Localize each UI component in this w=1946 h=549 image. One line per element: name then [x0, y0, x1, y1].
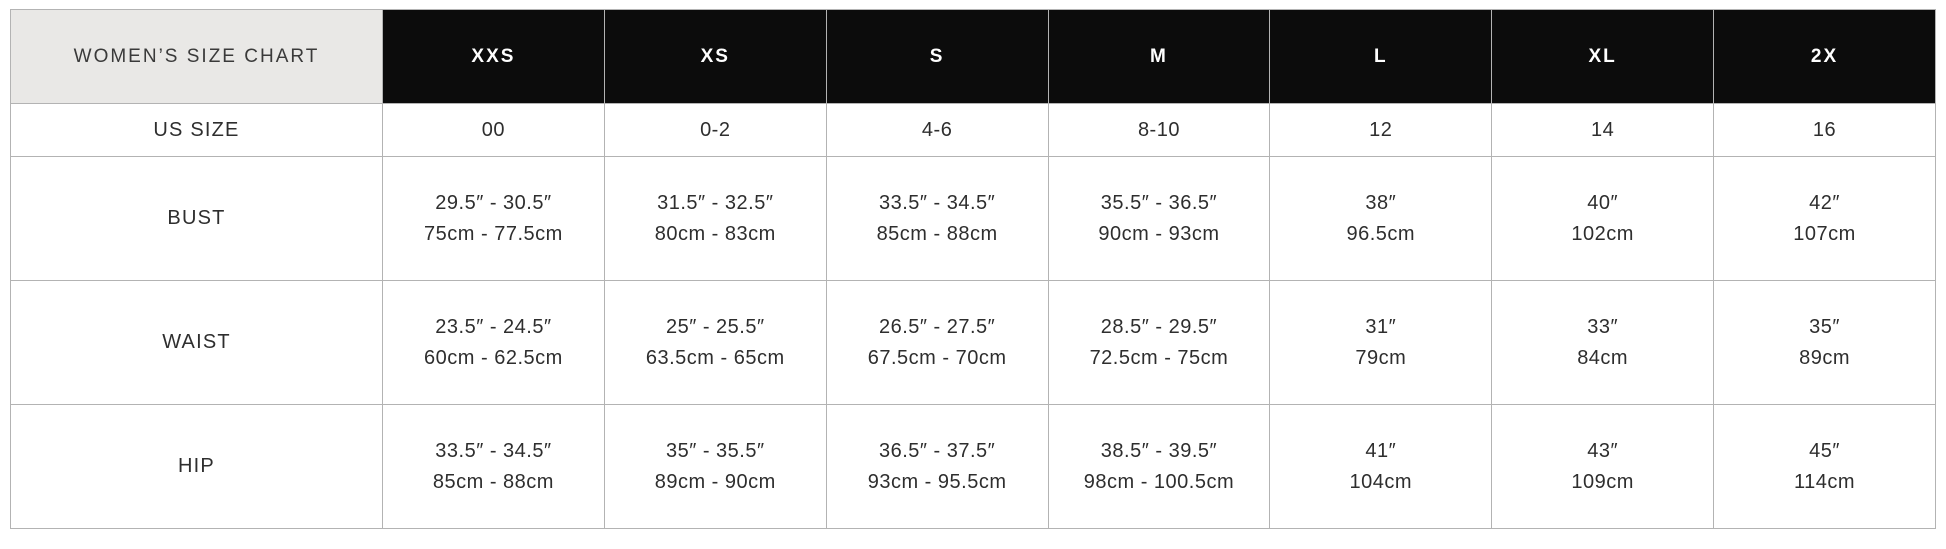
measurement-inches: 35.5″ - 36.5″ [1100, 191, 1218, 214]
womens-size-chart-table [10, 9, 1936, 529]
bust-row [11, 157, 1936, 281]
measurement-cm: 72.5cm - 75cm [1089, 346, 1229, 369]
measurement-inches: 35″ - 35.5″ [665, 439, 765, 462]
us-size-l [1270, 104, 1492, 157]
measurement-inches: 38.5″ - 39.5″ [1100, 439, 1218, 462]
us-size-row [11, 104, 1936, 157]
measurement-inches: 40″ [1587, 191, 1619, 214]
measurement-cm: 84cm [1577, 346, 1629, 369]
hip-xxs [383, 405, 605, 529]
size-header-l: L [1270, 10, 1492, 104]
measurement-cm: 104cm [1349, 470, 1413, 493]
measurement-cm: 109cm [1571, 470, 1634, 493]
measurement-inches: 33″ [1587, 315, 1619, 338]
measurement-cm: 114cm [1794, 470, 1856, 493]
measurement-cm: 98cm - 100.5cm [1083, 470, 1235, 493]
chart-title: WOMEN’S SIZE CHART [11, 10, 383, 104]
measurement-cm: 67.5cm - 70cm [867, 346, 1007, 369]
measurement-cm: 63.5cm - 65cm [645, 346, 785, 369]
hip-row-label: HIP [11, 405, 383, 529]
waist-xxs [383, 281, 605, 405]
bust-xl [1492, 157, 1714, 281]
bust-2x [1714, 157, 1936, 281]
measurement-inches: 33.5″ - 34.5″ [435, 439, 552, 462]
measurement-inches: 31″ [1365, 315, 1397, 338]
measurement-cm: 75cm - 77.5cm [424, 222, 563, 245]
bust-xs [604, 157, 826, 281]
waist-2x [1714, 281, 1936, 405]
us-size-xxs [383, 104, 605, 157]
bust-l [1270, 157, 1492, 281]
measurement-cm: 90cm - 93cm [1098, 222, 1220, 245]
bust-m [1048, 157, 1270, 281]
waist-xl [1492, 281, 1714, 405]
hip-xl [1492, 405, 1714, 529]
waist-xs [604, 281, 826, 405]
waist-m [1048, 281, 1270, 405]
measurement-inches: 43″ [1587, 439, 1619, 462]
bust-row-label: BUST [11, 157, 383, 281]
measurement-cm: 93cm - 95.5cm [867, 470, 1007, 493]
us-size-value: 12 [1369, 118, 1393, 141]
waist-s [826, 281, 1048, 405]
bust-xxs [383, 157, 605, 281]
measurement-cm: 96.5cm [1346, 222, 1416, 245]
waist-l [1270, 281, 1492, 405]
measurement-cm: 102cm [1571, 222, 1634, 245]
measurement-inches: 29.5″ - 30.5″ [435, 191, 552, 214]
measurement-inches: 25″ - 25.5″ [665, 315, 765, 338]
measurement-inches: 41″ [1365, 439, 1397, 462]
size-header-2x: 2X [1714, 10, 1936, 104]
measurement-inches: 33.5″ - 34.5″ [878, 191, 996, 214]
us-size-2x [1714, 104, 1936, 157]
us-size-value: 8-10 [1137, 118, 1180, 141]
hip-s [826, 405, 1048, 529]
us-size-row-label: US SIZE [11, 104, 383, 157]
measurement-inches: 36.5″ - 37.5″ [878, 439, 996, 462]
measurement-cm: 107cm [1793, 222, 1856, 245]
measurement-inches: 26.5″ - 27.5″ [878, 315, 996, 338]
hip-l [1270, 405, 1492, 529]
us-size-xs [604, 104, 826, 157]
us-size-xl [1492, 104, 1714, 157]
us-size-value: 4-6 [921, 118, 953, 141]
size-header-xl: XL [1492, 10, 1714, 104]
measurement-cm: 85cm - 88cm [876, 222, 998, 245]
us-size-value: 0-2 [700, 118, 731, 141]
measurement-inches: 38″ [1365, 191, 1397, 214]
size-header-xs: XS [604, 10, 826, 104]
us-size-m [1048, 104, 1270, 157]
hip-2x [1714, 405, 1936, 529]
measurement-inches: 23.5″ - 24.5″ [435, 315, 552, 338]
bust-s [826, 157, 1048, 281]
measurement-cm: 89cm - 90cm [654, 470, 776, 493]
measurement-cm: 60cm - 62.5cm [424, 346, 563, 369]
measurement-inches: 42″ [1809, 191, 1840, 214]
measurement-inches: 28.5″ - 29.5″ [1100, 315, 1218, 338]
size-header-s: S [826, 10, 1048, 104]
hip-row [11, 405, 1936, 529]
waist-row [11, 281, 1936, 405]
measurement-cm: 89cm [1799, 346, 1850, 369]
size-header-m: M [1048, 10, 1270, 104]
hip-m [1048, 405, 1270, 529]
measurement-cm: 85cm - 88cm [432, 470, 554, 493]
measurement-inches: 31.5″ - 32.5″ [657, 191, 774, 214]
measurement-inches: 45″ [1809, 439, 1840, 462]
us-size-value: 16 [1812, 118, 1837, 141]
waist-row-label: WAIST [11, 281, 383, 405]
us-size-value: 14 [1591, 118, 1615, 141]
measurement-cm: 79cm [1355, 346, 1407, 369]
us-size-value: 00 [481, 118, 506, 141]
header-row [11, 10, 1936, 104]
measurement-inches: 35″ [1809, 315, 1840, 338]
us-size-s [826, 104, 1048, 157]
measurement-cm: 80cm - 83cm [654, 222, 776, 245]
size-header-xxs: XXS [383, 10, 605, 104]
hip-xs [604, 405, 826, 529]
